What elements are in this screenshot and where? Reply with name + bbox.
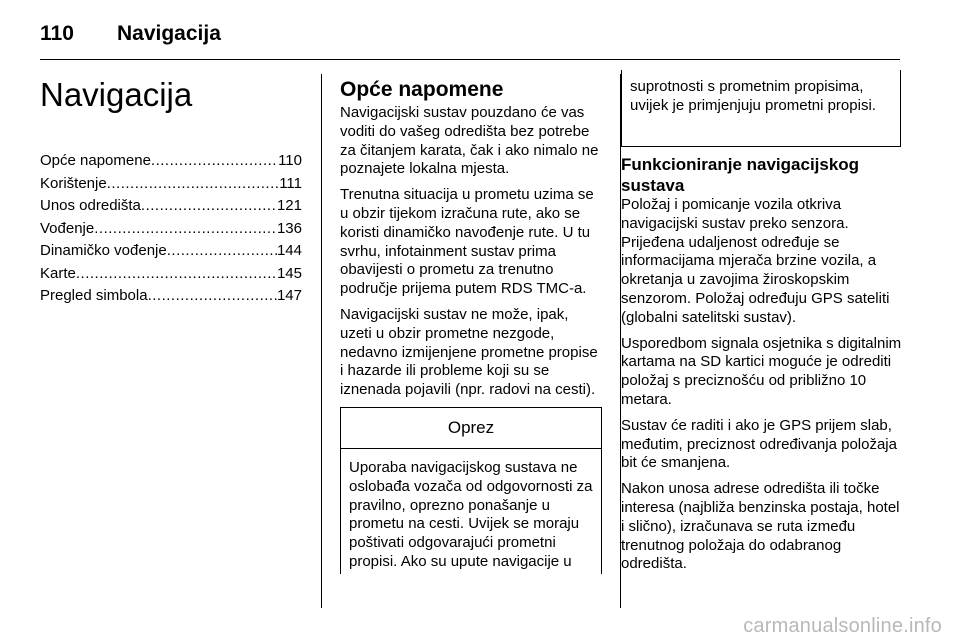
functioning-section — [621, 154, 903, 581]
caution-text: Uporaba navigacijskog sustava ne oslobađa vozača od odgovornosti za pravilno, oprezno ponašanje u prometu na cesti. Uvijek se moraju poštivati odgovarajući prometni propisi. Ako su upute navigacije u — [349, 459, 593, 570]
toc-entry-page: 121 — [276, 197, 302, 214]
toc-entry-page: 147 — [276, 287, 302, 304]
toc-entry-label: Dinamičko vođenje — [40, 242, 167, 259]
caution-box-continued — [621, 70, 901, 147]
toc-entry-label: Pregled simbola — [40, 287, 148, 304]
toc-entry-page: 145 — [276, 264, 302, 282]
toc-entry[interactable] — [40, 285, 302, 308]
toc-entry[interactable] — [40, 263, 302, 286]
table-of-contents — [40, 150, 302, 308]
page-number: 110 — [40, 22, 74, 45]
paragraph: Sustav će raditi i ako je GPS prijem slab, međutim, preciznost određivanja položaja bit će smanjena. — [621, 416, 897, 472]
toc-entry-label: Opće napomene — [40, 152, 151, 169]
toc-leader-dots — [148, 285, 277, 308]
paragraph: Položaj i pomicanje vozila otkriva navigacijski sustav preko senzora. Prijeđena udaljenost određuje se informacijama mjerača brzine vozila, a okretanja u zavojima žiroskopskim senzorom. Položaj određuju GPS sateliti (globalni satelitski sustav). — [621, 196, 890, 326]
watermark: carmanualsonline.info — [743, 615, 942, 637]
general-notes-section — [340, 78, 602, 407]
toc-entry[interactable] — [40, 173, 302, 196]
toc-entry-label: Korištenje — [40, 174, 107, 192]
paragraph: Trenutna situacija u prometu uzima se u obzir tijekom izračuna rute, ako se koristi dinamičko navođenje rute. U tu svrhu, infotainment sustav prima obavijesti o prometu za trenutno područje prijema putem RDS TMC-a. — [340, 186, 594, 298]
toc-entry-label: Unos odredišta — [40, 197, 141, 214]
toc-entry[interactable] — [40, 218, 302, 241]
column-divider-left — [321, 74, 322, 608]
toc-entry-page: 136 — [276, 219, 302, 237]
toc-leader-dots — [141, 195, 277, 218]
toc-entry-label: Vođenje — [40, 219, 95, 237]
toc-entry[interactable] — [40, 195, 302, 218]
running-header: Navigacija — [117, 22, 221, 45]
header-rule — [40, 59, 900, 60]
subsection-heading: Funkcioniranje navigacijskog sustava — [621, 155, 860, 195]
caution-box — [340, 407, 602, 574]
caution-title: Oprez — [341, 408, 601, 449]
section-heading: Opće napomene — [340, 78, 504, 101]
toc-leader-dots — [76, 263, 277, 286]
chapter-title: Navigacija — [40, 76, 193, 113]
toc-leader-dots — [151, 150, 278, 173]
toc-leader-dots — [94, 218, 277, 241]
toc-entry[interactable] — [40, 150, 302, 173]
caution-text-continued: suprotnosti s prometnim propisima, uvijek je primjenjuju prometni propisi. — [630, 78, 876, 114]
toc-entry-page: 111 — [279, 174, 302, 192]
toc-entry[interactable] — [40, 240, 302, 263]
toc-entry-page: 110 — [278, 152, 302, 169]
toc-entry-label: Karte — [40, 264, 76, 282]
toc-entry-page: 144 — [276, 242, 302, 259]
paragraph: Navigacijski sustav pouzdano će vas voditi do vašeg odredišta bez potrebe za čitanjem karata, čak i ako nimalo ne poznajete lokalna mjesta. — [340, 104, 599, 178]
toc-leader-dots — [167, 240, 277, 263]
paragraph: Nakon unosa adrese odredišta ili točke interesa (najbliža benzinska postaja, hotel i slično), izračunava se ruta između trenutnog položaja do odabranog odredišta. — [621, 480, 900, 573]
paragraph: Navigacijski sustav ne može, ipak, uzeti u obzir prometne nezgode, nedavno izmijenjene prometne propise i hazarde ili probleme koji su se iznenada pojavili (npr. radovi na cesti). — [340, 305, 598, 399]
toc-leader-dots — [107, 173, 279, 196]
paragraph: Usporedbom signala osjetnika s digitalnim kartama na SD kartici moguće je odrediti položaj s preciznošću od približno 10 metara. — [621, 334, 902, 408]
